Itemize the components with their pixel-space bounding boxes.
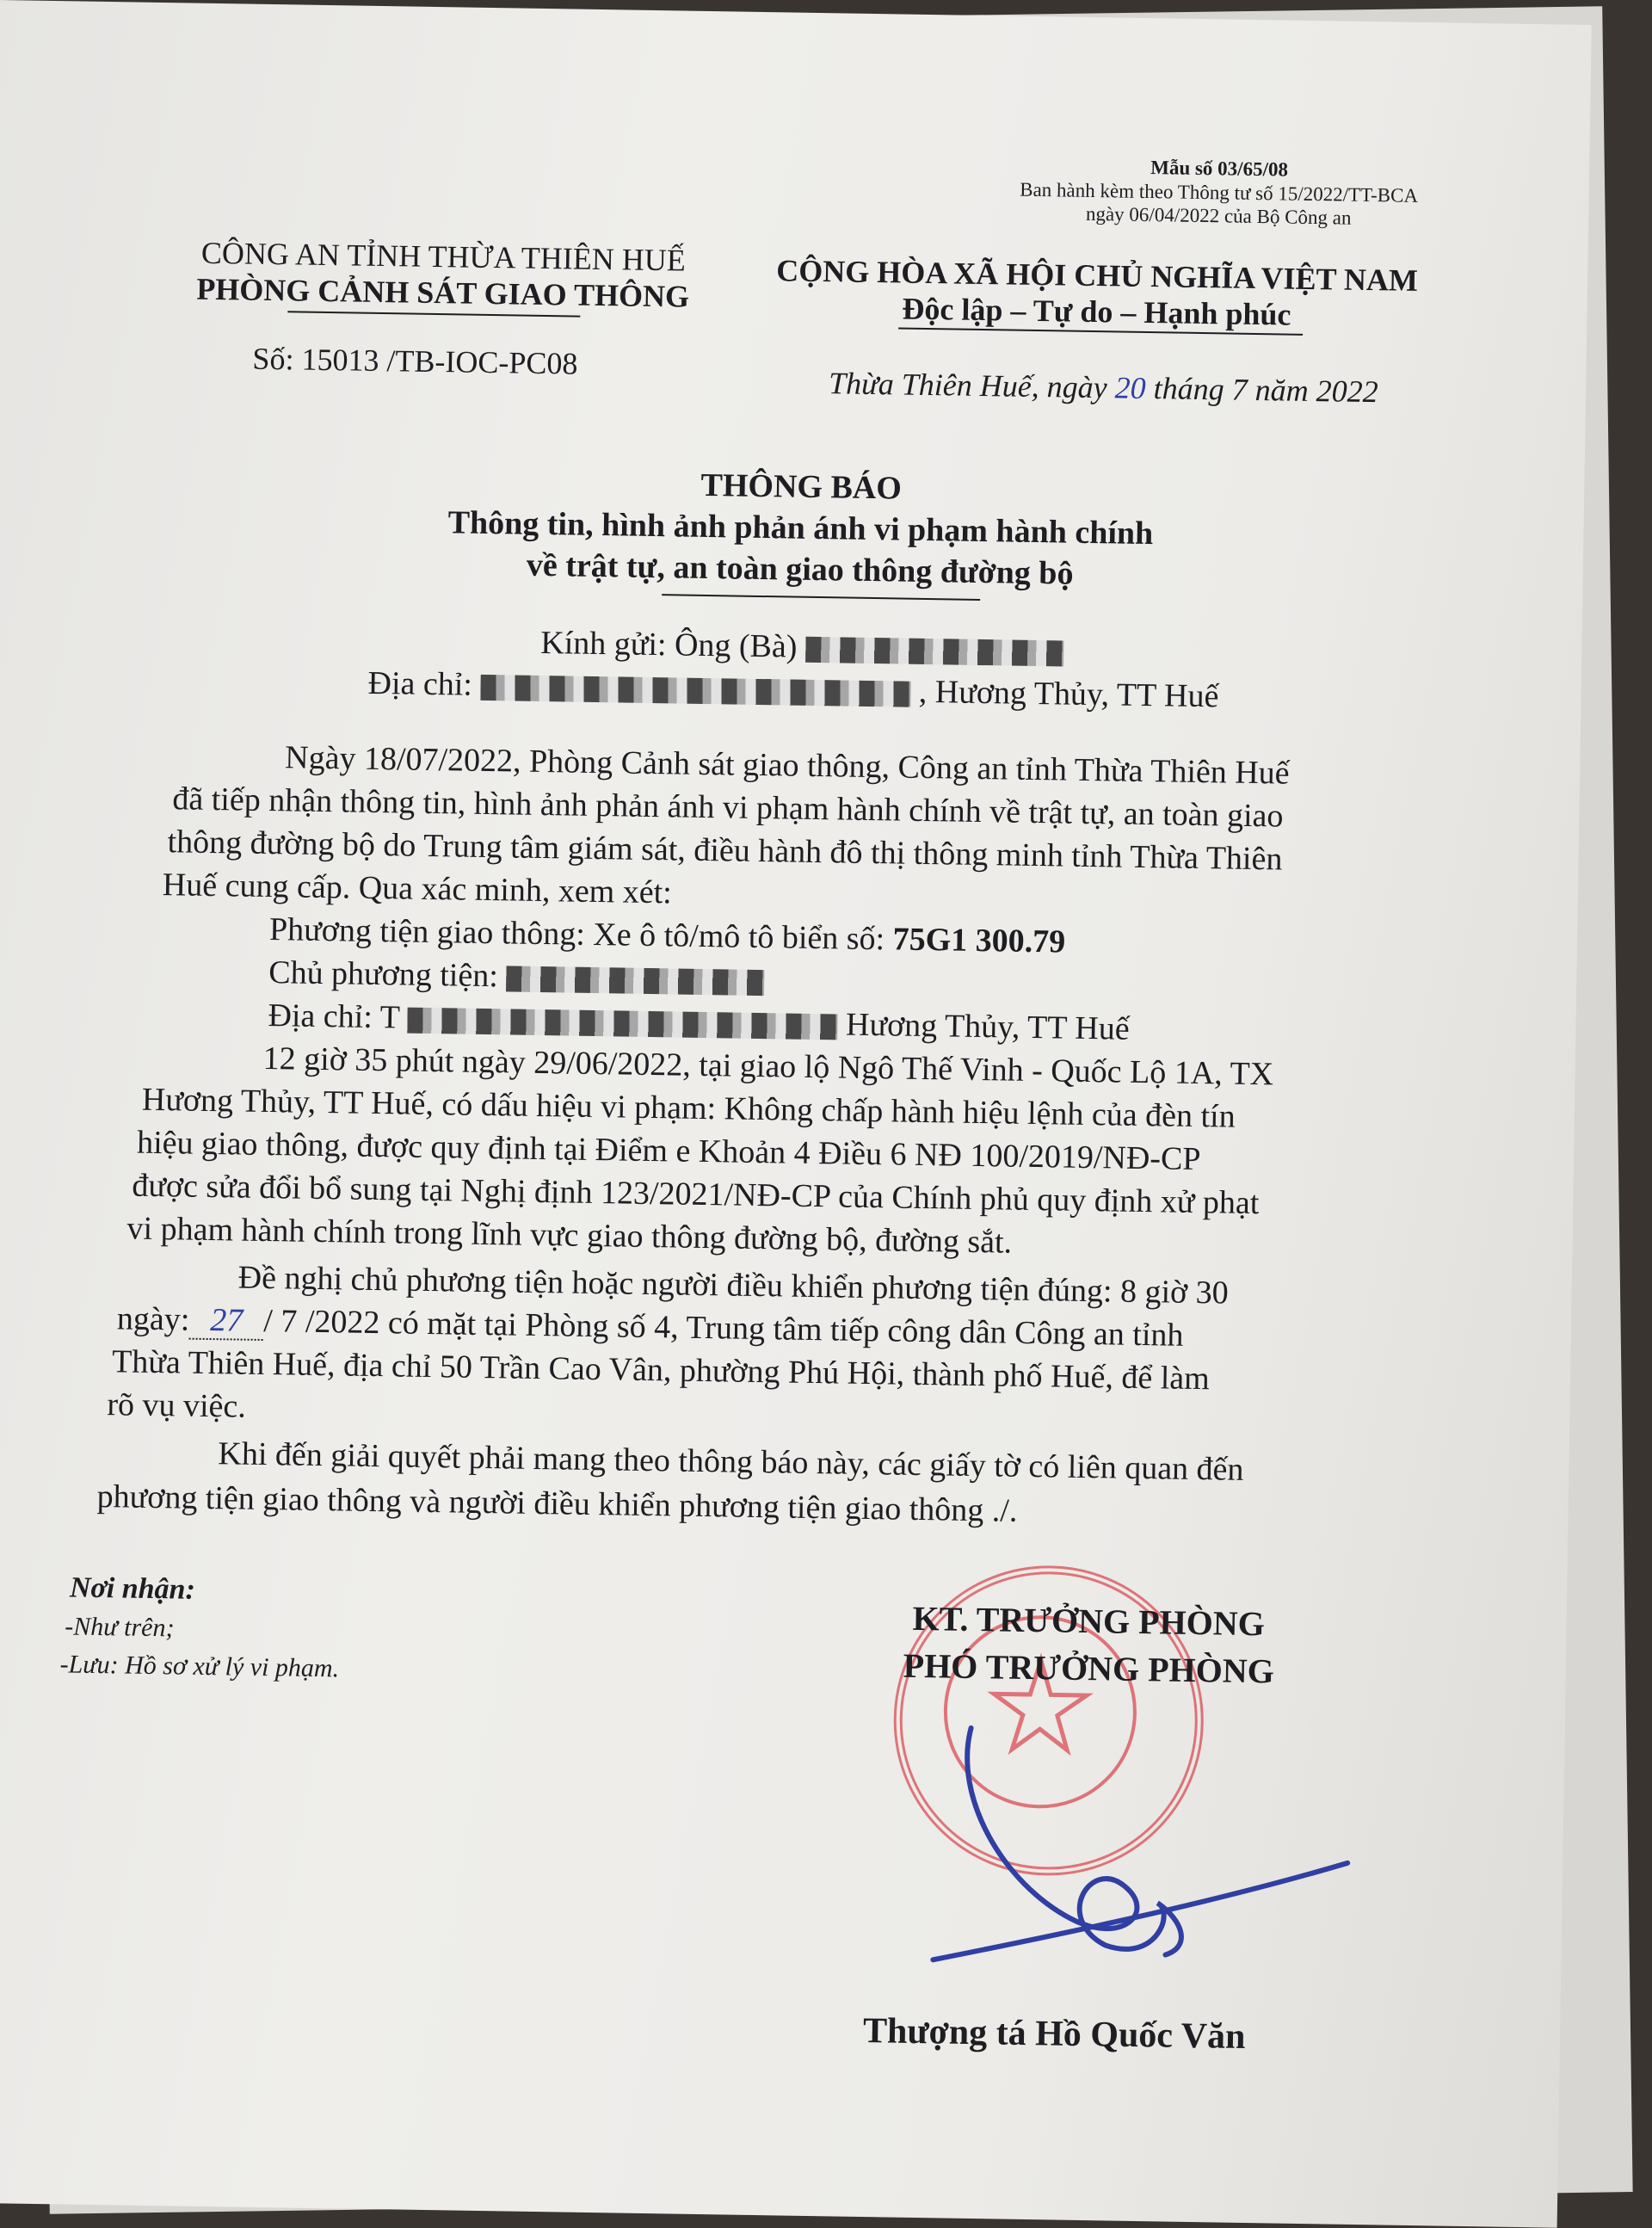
violation-line2: Hương Thủy, TT Huế, có dấu hiệu vi phạm: Không chấp hành hiệu lệnh của đèn tín bbox=[141, 1081, 1236, 1135]
form-issued-line2: ngày 06/04/2022 của Bộ Công an bbox=[1085, 202, 1352, 229]
document-number: Số: 15013 /TB-IOC-PC08 bbox=[252, 341, 578, 381]
recipient-greeting-label: Kính gửi: Ông (Bà) bbox=[540, 624, 798, 665]
recipients-title: Nơi nhận: bbox=[69, 1571, 196, 1606]
handwritten-signature bbox=[898, 1693, 1384, 1993]
title-main: THÔNG BÁO bbox=[700, 466, 903, 507]
agency-line2: PHÒNG CẢNH SÁT GIAO THÔNG bbox=[196, 271, 690, 314]
request-line4: rõ vụ việc. bbox=[107, 1386, 247, 1425]
paragraph1-line2: đã tiếp nhận thông tin, hình ảnh phản ánh vi phạm hành chính về trật tự, an toàn giao bbox=[172, 781, 1284, 835]
request-day-handwritten: 27 bbox=[189, 1302, 264, 1341]
request-line2-rest: / 7 /2022 có mặt tại Phòng số 4, Trung tâm tiếp công dân Công an tỉnh bbox=[263, 1303, 1184, 1354]
recipient-address bbox=[367, 662, 1219, 719]
recipient-address-label: Địa chỉ: bbox=[367, 664, 473, 703]
issue-date-day: 20 bbox=[1114, 370, 1147, 405]
signature-line1: KT. TRƯỞNG PHÒNG bbox=[912, 1598, 1266, 1644]
request-day-label: ngày: bbox=[116, 1300, 190, 1338]
title-sub2: về trật tự, an toàn giao thông đường bộ bbox=[526, 546, 1074, 592]
nation-line2: Độc lập – Tự do – Hạnh phúc bbox=[902, 291, 1291, 332]
violation-line3: hiệu giao thông, được quy định tại Điểm e Khoản 4 Điều 6 NĐ 100/2019/NĐ-CP bbox=[136, 1124, 1201, 1178]
redacted-owner-name bbox=[506, 966, 764, 997]
vehicle-label: Phương tiện giao thông: Xe ô tô/mô tô biển số: bbox=[268, 911, 885, 958]
nation-line1: CỘNG HÒA XÃ HỘI CHỦ NGHĨA VIỆT NAM bbox=[775, 253, 1419, 298]
owner-address-tail: Hương Thủy, TT Huế bbox=[845, 1006, 1130, 1047]
violation-line4: được sửa đổi bổ sung tại Nghị định 123/2021/NĐ-CP của Chính phủ quy định xử phạt bbox=[132, 1167, 1260, 1222]
paragraph1-line1: Ngày 18/07/2022, Phòng Cảnh sát giao thông, Công an tỉnh Thừa Thiên Huế bbox=[284, 739, 1290, 792]
redacted-recipient-name bbox=[805, 637, 1063, 667]
violation-line5: vi phạm hành chính trong lĩnh vực giao thông đường bộ, đường sắt. bbox=[126, 1210, 1013, 1261]
form-number: Mẫu số 03/65/08 bbox=[1150, 157, 1289, 181]
owner-address-label: Địa chỉ: T bbox=[268, 997, 400, 1036]
redacted-owner-address bbox=[407, 1008, 837, 1040]
recipients-item2: -Lưu: Hồ sơ xử lý vi phạm. bbox=[59, 1650, 340, 1683]
paragraph1-line4: Huế cung cấp. Qua xác minh, xem xét: bbox=[162, 867, 673, 911]
owner-label: Chủ phương tiện: bbox=[268, 954, 499, 995]
issue-date bbox=[829, 364, 1378, 410]
closing-line1: Khi đến giải quyết phải mang theo thông báo này, các giấy tờ có liên quan đến bbox=[218, 1435, 1244, 1488]
request-line1: Đề nghị chủ phương tiện hoặc người điều khiển phương tiện đúng: 8 giờ 30 bbox=[237, 1259, 1230, 1311]
violation-line1: 12 giờ 35 phút ngày 29/06/2022, tại giao lộ Ngô Thế Vinh - Quốc Lộ 1A, TX bbox=[262, 1040, 1274, 1093]
agency-line1: CÔNG AN TỈNH THỪA THIÊN HUẾ bbox=[200, 235, 687, 278]
recipients-item1: -Như trên; bbox=[65, 1612, 175, 1643]
form-issued-line1: Ban hành kèm theo Thông tư số 15/2022/TT-BCA bbox=[1020, 178, 1419, 207]
owner-line bbox=[268, 951, 765, 1002]
issue-date-prefix: Thừa Thiên Huế, ngày bbox=[828, 366, 1108, 405]
signature-line2: PHÓ TRƯỞNG PHÒNG bbox=[903, 1645, 1275, 1691]
vehicle-plate: 75G1 300.79 bbox=[892, 921, 1066, 960]
signer-name: Thượng tá Hồ Quốc Văn bbox=[862, 2011, 1246, 2058]
title-underline bbox=[662, 594, 980, 601]
recipient-address-tail: , Hương Thủy, TT Huế bbox=[918, 673, 1219, 715]
title-sub1: Thông tin, hình ảnh phản ánh vi phạm hành chính bbox=[447, 504, 1154, 552]
redacted-recipient-address bbox=[480, 675, 910, 707]
issue-date-suffix: tháng 7 năm 2022 bbox=[1153, 371, 1378, 410]
request-line3: Thừa Thiên Huế, địa chỉ 50 Trần Cao Vân, phường Phú Hội, thành phố Huế, để làm bbox=[111, 1343, 1211, 1398]
closing-line2: phương tiện giao thông và người điều khiển phương tiện giao thông ./. bbox=[96, 1478, 1018, 1529]
paragraph1-line3: thông đường bộ do Trung tâm giám sát, điều hành đô thị thông minh tỉnh Thừa Thiên bbox=[167, 824, 1283, 878]
